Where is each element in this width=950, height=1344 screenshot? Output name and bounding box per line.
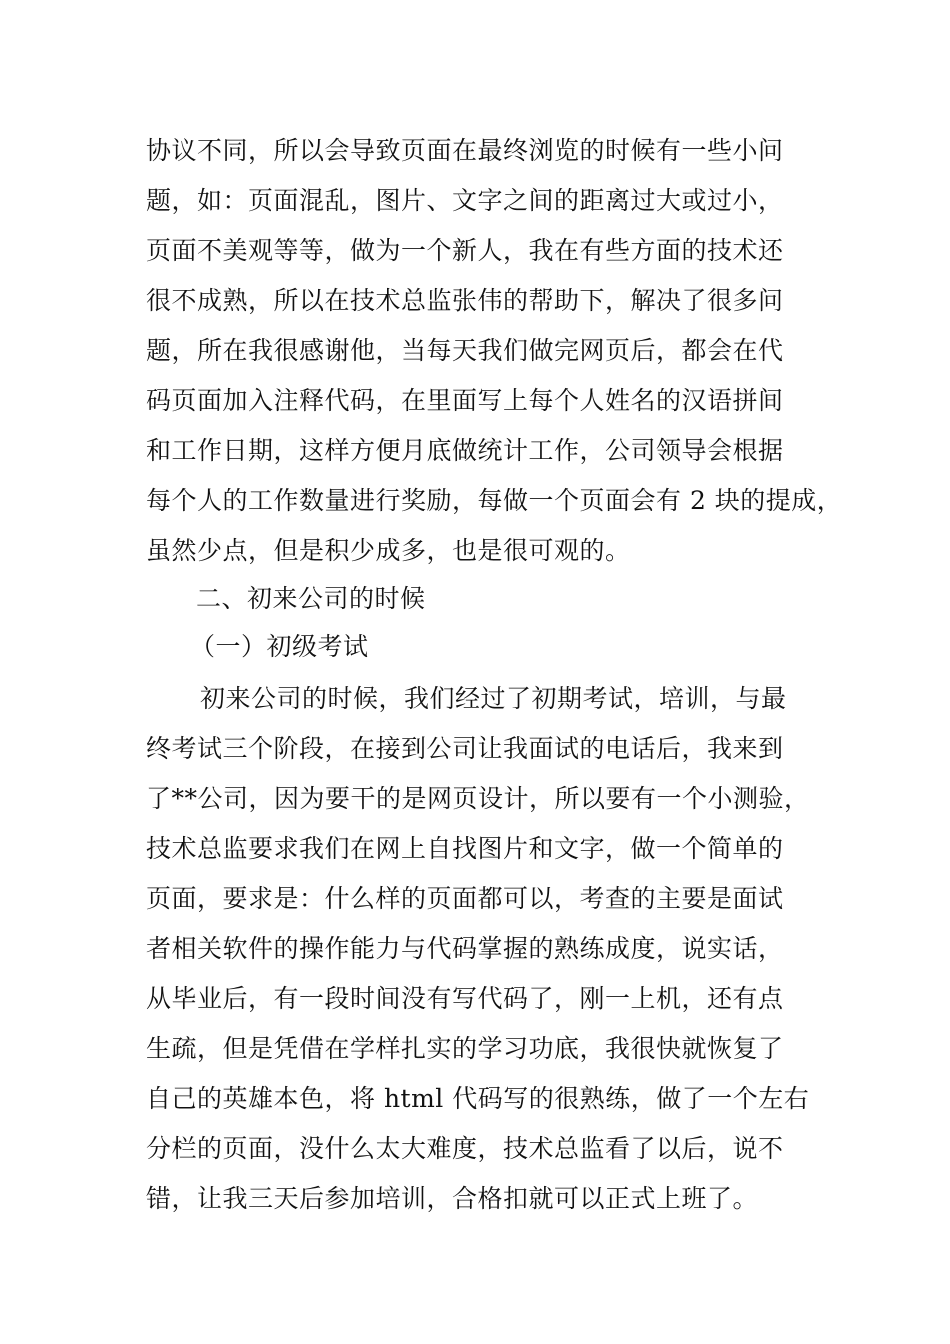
text-line: 技术总监要求我们在网上自找图片和文字，做一个简单的	[146, 834, 784, 863]
text-line: 很不成熟，所以在技术总监张伟的帮助下，解决了很多问	[146, 286, 784, 315]
subsection-heading: （一）初级考试	[190, 632, 369, 661]
text-line: 了**公司，因为要干的是网页设计，所以要有一个小测验，	[146, 784, 810, 813]
text-line: 页面不美观等等，做为一个新人，我在有些方面的技术还	[146, 236, 784, 265]
text-line: 从毕业后，有一段时间没有写代码了，刚一上机，还有点	[146, 984, 784, 1013]
text-line: 题，所在我很感谢他，当每天我们做完网页后，都会在代	[146, 336, 784, 365]
text-line: 题，如：页面混乱，图片、文字之间的距离过大或过小，	[146, 186, 784, 215]
text-line: 和工作日期，这样方便月底做统计工作，公司领导会根据	[146, 436, 784, 465]
text-line: 每个人的工作数量进行奖励，每做一个页面会有 2 块的提成，	[146, 486, 843, 515]
text-line: 分栏的页面，没什么太大难度，技术总监看了以后，说不	[146, 1134, 784, 1163]
text-line: 页面，要求是：什么样的页面都可以，考查的主要是面试	[146, 884, 784, 913]
text-line: 终考试三个阶段，在接到公司让我面试的电话后，我来到	[146, 734, 784, 763]
text-line: 码页面加入注释代码，在里面写上每个人姓名的汉语拼间	[146, 386, 784, 415]
text-line: 虽然少点，但是积少成多，也是很可观的。	[146, 536, 631, 565]
section-heading: 二、初来公司的时候	[196, 584, 426, 613]
text-line: 错，让我三天后参加培训，合格扣就可以正式上班了。	[146, 1184, 759, 1213]
text-line: 初来公司的时候，我们经过了初期考试，培训，与最	[200, 684, 787, 713]
text-line: 生疏，但是凭借在学样扎实的学习功底，我很快就恢复了	[146, 1034, 784, 1063]
text-line: 者相关软件的操作能力与代码掌握的熟练成度，说实话，	[146, 934, 784, 963]
text-line: 协议不同，所以会导致页面在最终浏览的时候有一些小问	[146, 136, 784, 165]
text-line: 自己的英雄本色，将 html 代码写的很熟练，做了一个左右	[146, 1084, 810, 1113]
